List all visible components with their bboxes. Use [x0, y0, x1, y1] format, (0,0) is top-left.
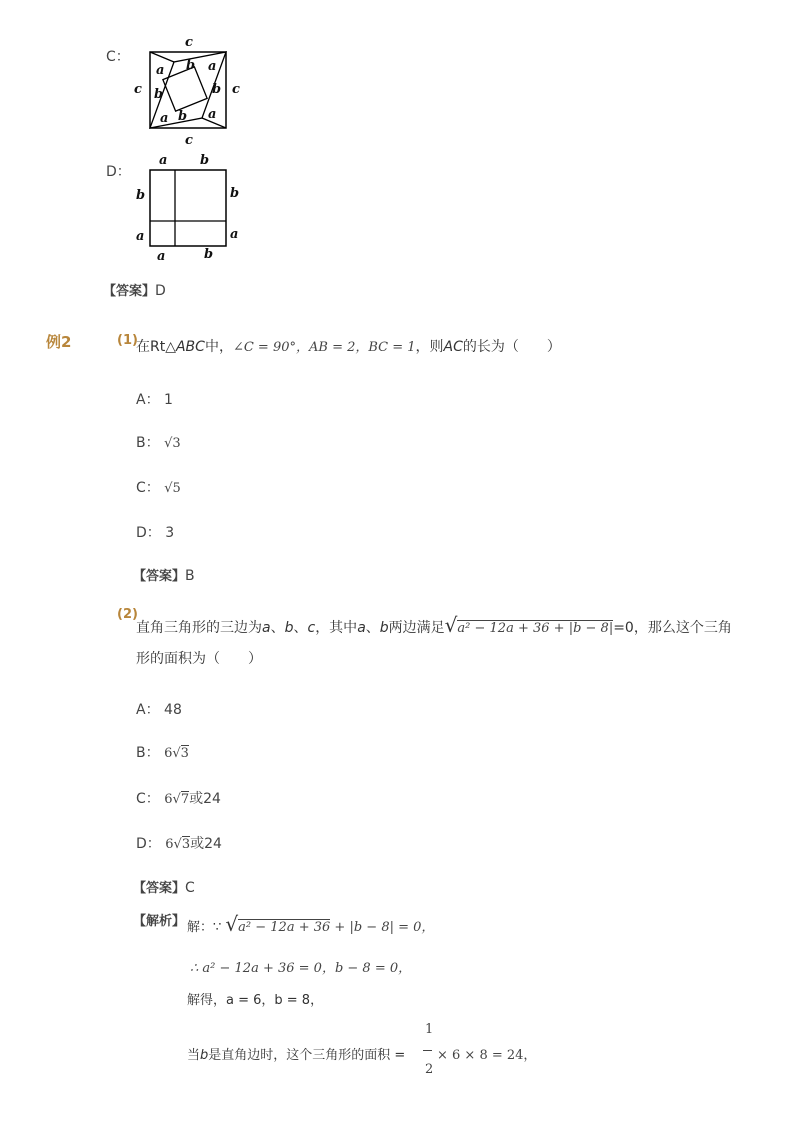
fraction-denominator: 2 — [425, 1062, 434, 1077]
q1-triangle: ABC — [175, 339, 205, 355]
q2-option-c-tail: 或24 — [189, 791, 221, 807]
q2-option-b-sqrt: √ — [172, 746, 181, 761]
q2-option-a-value: 48 — [164, 702, 182, 718]
fraction-numerator: 1 — [425, 1022, 434, 1037]
sol-l4-pre: 当 — [187, 1048, 201, 1063]
question-1-number: (1) — [117, 333, 138, 348]
question-2-line-2: 形的面积为（ ） — [136, 651, 262, 667]
option-c-label: C： — [106, 49, 130, 65]
fig-d-left-b: b — [136, 188, 146, 203]
answer-row — [103, 280, 166, 299]
q2-option-b-rad: 3 — [180, 746, 189, 761]
analysis-label: 【解析】 — [133, 914, 186, 929]
answer-label: 【答案】 — [103, 284, 156, 299]
fig-c-b3: b — [154, 87, 164, 102]
q1-text-mid: 中， — [204, 339, 233, 355]
square-figure-d — [128, 148, 248, 268]
q2-option-d-sqrt: √ — [173, 837, 182, 852]
q2-var-b: b — [284, 620, 294, 636]
square-figure-c — [128, 30, 248, 148]
q1-text-pre: 在Rt△ — [136, 339, 176, 355]
q1-option-c[interactable] — [136, 477, 181, 497]
sol-l1-post: + |b − 8| = 0， — [330, 920, 435, 935]
fig-d-right-b: b — [230, 186, 240, 201]
fig-c-top-c: c — [185, 35, 193, 50]
q2-sep-1: 、 — [270, 620, 285, 636]
sol-l4-var: b — [200, 1048, 209, 1063]
q2-option-c-coef: 6 — [164, 792, 173, 807]
q2-answer-row — [133, 877, 195, 896]
q1-option-a-label: A： — [136, 392, 160, 408]
q2-option-d-tail: 或24 — [190, 836, 222, 852]
fig-c-right-c: c — [232, 82, 240, 97]
q2-text-b: ，其中 — [315, 620, 358, 636]
fig-c-a3: a — [160, 111, 169, 126]
q1-text-end: 的长为（ ） — [462, 339, 561, 355]
q2-answer-label: 【答案】 — [133, 881, 186, 896]
q2-option-c-sqrt: √ — [172, 792, 181, 807]
fig-c-b1: b — [186, 58, 196, 73]
sol-l4-mid: 是直角边时，这个三角形的面积 = — [208, 1048, 406, 1063]
fig-d-top-a: a — [159, 153, 168, 168]
q1-answer-row — [133, 565, 195, 584]
fig-d-bottom-a: a — [157, 249, 166, 264]
q2-sqrt-sign: √ — [444, 613, 458, 637]
q1-option-b[interactable] — [136, 432, 181, 452]
q1-option-d[interactable] — [136, 522, 174, 542]
fig-d-top-b: b — [200, 153, 210, 168]
answer-value: D — [155, 283, 166, 299]
q2-eq-zero: =0，那么这个三角 — [613, 620, 732, 636]
fig-c-b4: b — [178, 109, 188, 124]
fig-c-a4: a — [208, 107, 217, 122]
q1-option-c-value: √5 — [164, 481, 181, 496]
sol-l1-radicand: a² − 12a + 36 — [238, 920, 331, 935]
q2-option-c-rad: 7 — [180, 792, 190, 807]
sol-l1-pre: 解：∵ — [187, 920, 222, 935]
q2-var-b2: b — [379, 620, 389, 636]
q2-var-a2: a — [357, 620, 366, 636]
solution-line-4-tail: × 6 × 8 = 24， — [437, 1048, 537, 1063]
q2-text-a: 直角三角形的三边为 — [136, 620, 262, 636]
q1-answer-label: 【答案】 — [133, 569, 186, 584]
solution-line-1 — [187, 912, 434, 936]
fig-c-b2: b — [212, 82, 222, 97]
q2-sep-2: 、 — [293, 620, 308, 636]
q1-conditions: ∠C = 90°，AB = 2，BC = 1 — [232, 340, 416, 355]
q1-answer-value: B — [185, 568, 195, 584]
q1-text-post: ，则 — [415, 339, 444, 355]
q2-var-c: c — [307, 620, 316, 636]
q2-answer-value: C — [185, 880, 195, 896]
solution-line-4 — [187, 1044, 405, 1063]
q1-option-b-value: √3 — [164, 436, 181, 451]
q1-option-d-label: D： — [136, 525, 161, 541]
q1-option-a-value: 1 — [164, 392, 173, 408]
q2-radicand: a² − 12a + 36 + |b − 8| — [457, 621, 614, 636]
solution-line-3: 解得，a = 6，b = 8， — [187, 993, 324, 1008]
q2-option-c-label: C： — [136, 791, 160, 807]
fraction-bar — [423, 1050, 432, 1051]
fig-d-bottom-b: b — [204, 247, 214, 262]
q2-option-c[interactable] — [136, 788, 221, 808]
fig-c-left-c: c — [134, 82, 142, 97]
q1-option-d-value: 3 — [165, 525, 175, 541]
q1-option-a[interactable] — [136, 389, 173, 409]
question-1-text — [136, 336, 561, 356]
q2-sep-3: 、 — [365, 620, 380, 636]
q2-option-d-coef: 6 — [165, 837, 174, 852]
fig-c-a2: a — [208, 59, 217, 74]
fig-d-right-a: a — [230, 227, 239, 242]
fig-c-a1: a — [156, 63, 165, 78]
question-2-line-1 — [136, 613, 732, 637]
q2-option-b-coef: 6 — [164, 746, 173, 761]
q2-option-b[interactable] — [136, 742, 189, 762]
solution-line-2: ∴ a² − 12a + 36 = 0，b − 8 = 0， — [190, 961, 412, 976]
example-label: 例2 — [46, 333, 72, 351]
q1-ac: AC — [443, 339, 463, 355]
q2-option-a-label: A： — [136, 702, 160, 718]
q1-option-b-label: B： — [136, 435, 160, 451]
q2-option-d-rad: 3 — [181, 837, 191, 852]
q2-text-c: 两边满足 — [388, 620, 445, 636]
option-d-label: D： — [106, 164, 131, 180]
q2-var-a: a — [262, 620, 271, 636]
fig-c-bottom-c: c — [185, 133, 193, 148]
q2-option-a[interactable] — [136, 699, 182, 719]
fig-d-left-a: a — [136, 229, 145, 244]
q2-option-d-label: D： — [136, 836, 161, 852]
q2-option-b-label: B： — [136, 745, 160, 761]
question-2-number: (2) — [117, 607, 138, 622]
q1-option-c-label: C： — [136, 480, 160, 496]
sol-sqrt-sign: √ — [225, 912, 239, 936]
q2-option-d[interactable] — [136, 833, 222, 853]
